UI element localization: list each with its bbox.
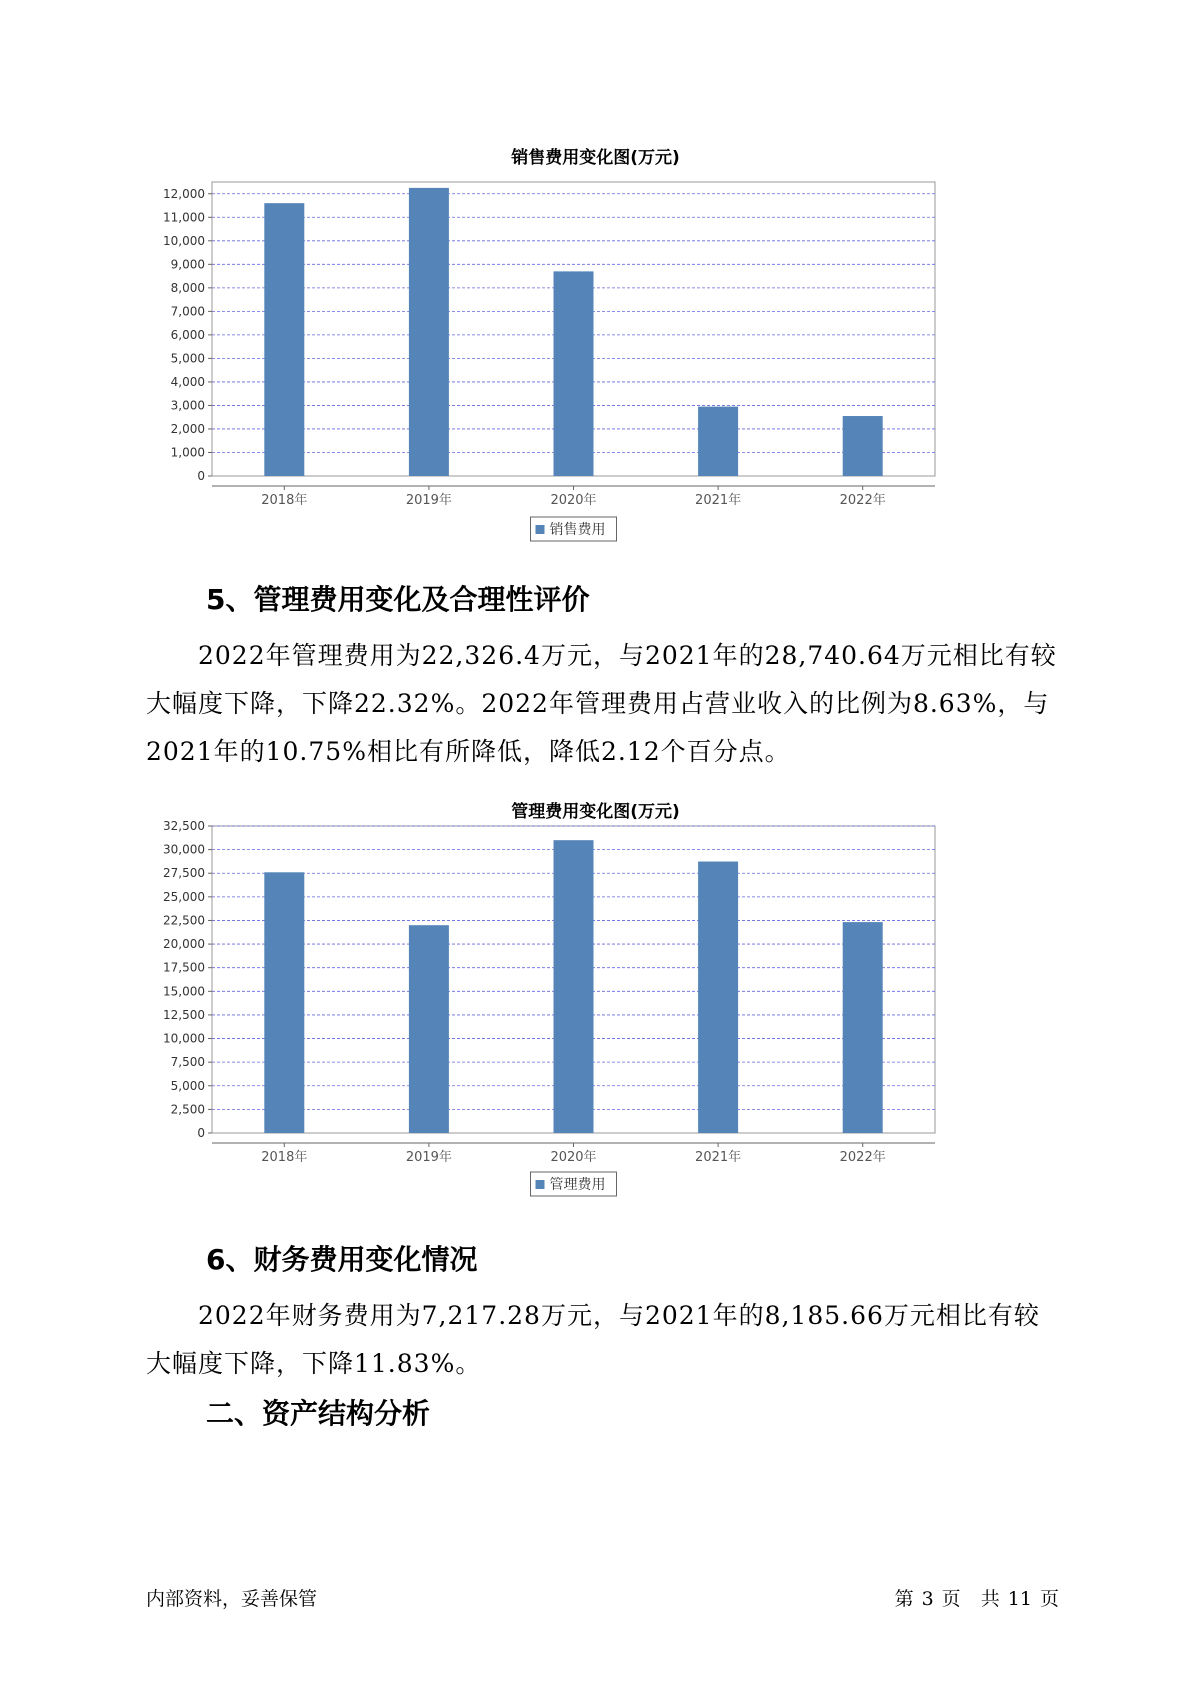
y-tick-label: 10,000 bbox=[163, 233, 205, 248]
x-tick-label: 2021年 bbox=[695, 493, 742, 508]
page-word: 页 bbox=[941, 1588, 961, 1610]
y-tick-label: 5,000 bbox=[170, 1078, 205, 1093]
sales-expense-chart-title: 销售费用变化图(万元) bbox=[511, 148, 680, 168]
bar-2020年 bbox=[554, 840, 594, 1133]
section6-heading: 6、财务费用变化情况 bbox=[206, 1243, 478, 1276]
y-tick-label: 12,500 bbox=[163, 1007, 205, 1022]
legend-swatch bbox=[536, 1180, 545, 1189]
footer-confidential-note: 内部资料，妥善保管 bbox=[146, 1588, 318, 1610]
y-tick-label: 2,500 bbox=[170, 1102, 205, 1117]
y-tick-label: 4,000 bbox=[170, 374, 205, 389]
y-tick-label: 2,000 bbox=[170, 421, 205, 436]
section5-heading: 5、管理费用变化及合理性评价 bbox=[206, 583, 590, 616]
chart-legend bbox=[531, 1172, 617, 1196]
admin-expense-chart-title: 管理费用变化图(万元) bbox=[511, 802, 680, 822]
y-tick-label: 30,000 bbox=[163, 842, 205, 857]
total-prefix: 共 bbox=[980, 1588, 1000, 1610]
y-tick-label: 25,000 bbox=[163, 889, 205, 904]
bar-2020年 bbox=[554, 271, 594, 476]
x-tick-label: 2021年 bbox=[695, 1150, 742, 1165]
y-tick-label: 17,500 bbox=[163, 960, 205, 975]
y-tick-label: 32,500 bbox=[163, 819, 205, 833]
total-pages: 11 bbox=[1007, 1588, 1032, 1610]
y-tick-label: 3,000 bbox=[170, 398, 205, 413]
y-tick-label: 27,500 bbox=[163, 866, 205, 881]
x-tick-label: 2019年 bbox=[405, 1150, 452, 1165]
bar-2021年 bbox=[698, 862, 738, 1133]
section6-paragraph: 2022年财务费用为7,217.28万元，与2021年的8,185.66万元相比有较大幅度下降，下降11.83%。 bbox=[146, 1301, 1040, 1378]
total-word: 页 bbox=[1039, 1588, 1059, 1610]
y-tick-label: 5,000 bbox=[170, 351, 205, 366]
bar-2022年 bbox=[843, 922, 883, 1133]
y-tick-label: 10,000 bbox=[163, 1031, 205, 1046]
y-tick-label: 7,000 bbox=[170, 304, 205, 319]
y-tick-label: 11,000 bbox=[163, 210, 205, 225]
bar-2019年 bbox=[409, 925, 449, 1133]
x-tick-label: 2022年 bbox=[839, 493, 886, 508]
x-tick-label: 2020年 bbox=[550, 493, 597, 508]
legend-swatch bbox=[536, 525, 545, 534]
y-tick-label: 1,000 bbox=[170, 445, 205, 460]
y-tick-label: 0 bbox=[197, 1126, 205, 1140]
x-tick-label: 2022年 bbox=[839, 1150, 886, 1165]
bar-2019年 bbox=[409, 188, 449, 476]
y-tick-label: 6,000 bbox=[170, 327, 205, 342]
x-tick-label: 2018年 bbox=[261, 493, 308, 508]
section-two-heading: 二、资产结构分析 bbox=[206, 1397, 431, 1430]
page-prefix: 第 bbox=[894, 1588, 914, 1610]
legend-label: 管理费用 bbox=[549, 1177, 606, 1193]
bar-2018年 bbox=[264, 872, 304, 1133]
y-tick-label: 8,000 bbox=[170, 280, 205, 295]
x-tick-label: 2019年 bbox=[405, 493, 452, 508]
footer-page-info bbox=[891, 1584, 1063, 1611]
bar-2022年 bbox=[843, 416, 883, 476]
chart-legend bbox=[531, 517, 617, 541]
legend-label: 销售费用 bbox=[549, 522, 606, 538]
section5-paragraph: 2022年管理费用为22,326.4万元，与2021年的28,740.64万元相比有较大幅度下降，下降22.32%。2022年管理费用占营业收入的比例为8.63%，与2021年的10.75%相比有所降低，降低2.12个百分点。 bbox=[146, 641, 1057, 766]
y-tick-label: 0 bbox=[197, 469, 205, 483]
y-tick-label: 7,500 bbox=[170, 1055, 205, 1070]
x-tick-label: 2018年 bbox=[261, 1150, 308, 1165]
y-tick-label: 12,000 bbox=[163, 186, 205, 201]
y-tick-label: 20,000 bbox=[163, 937, 205, 952]
y-tick-label: 15,000 bbox=[163, 984, 205, 999]
page-number: 3 bbox=[921, 1588, 934, 1610]
y-tick-label: 9,000 bbox=[170, 257, 205, 272]
bar-2018年 bbox=[264, 203, 304, 476]
y-tick-label: 22,500 bbox=[163, 913, 205, 928]
sales-expense-chart bbox=[150, 170, 1030, 550]
admin-expense-chart bbox=[150, 820, 1030, 1208]
x-tick-label: 2020年 bbox=[550, 1150, 597, 1165]
bar-2021年 bbox=[698, 407, 738, 476]
